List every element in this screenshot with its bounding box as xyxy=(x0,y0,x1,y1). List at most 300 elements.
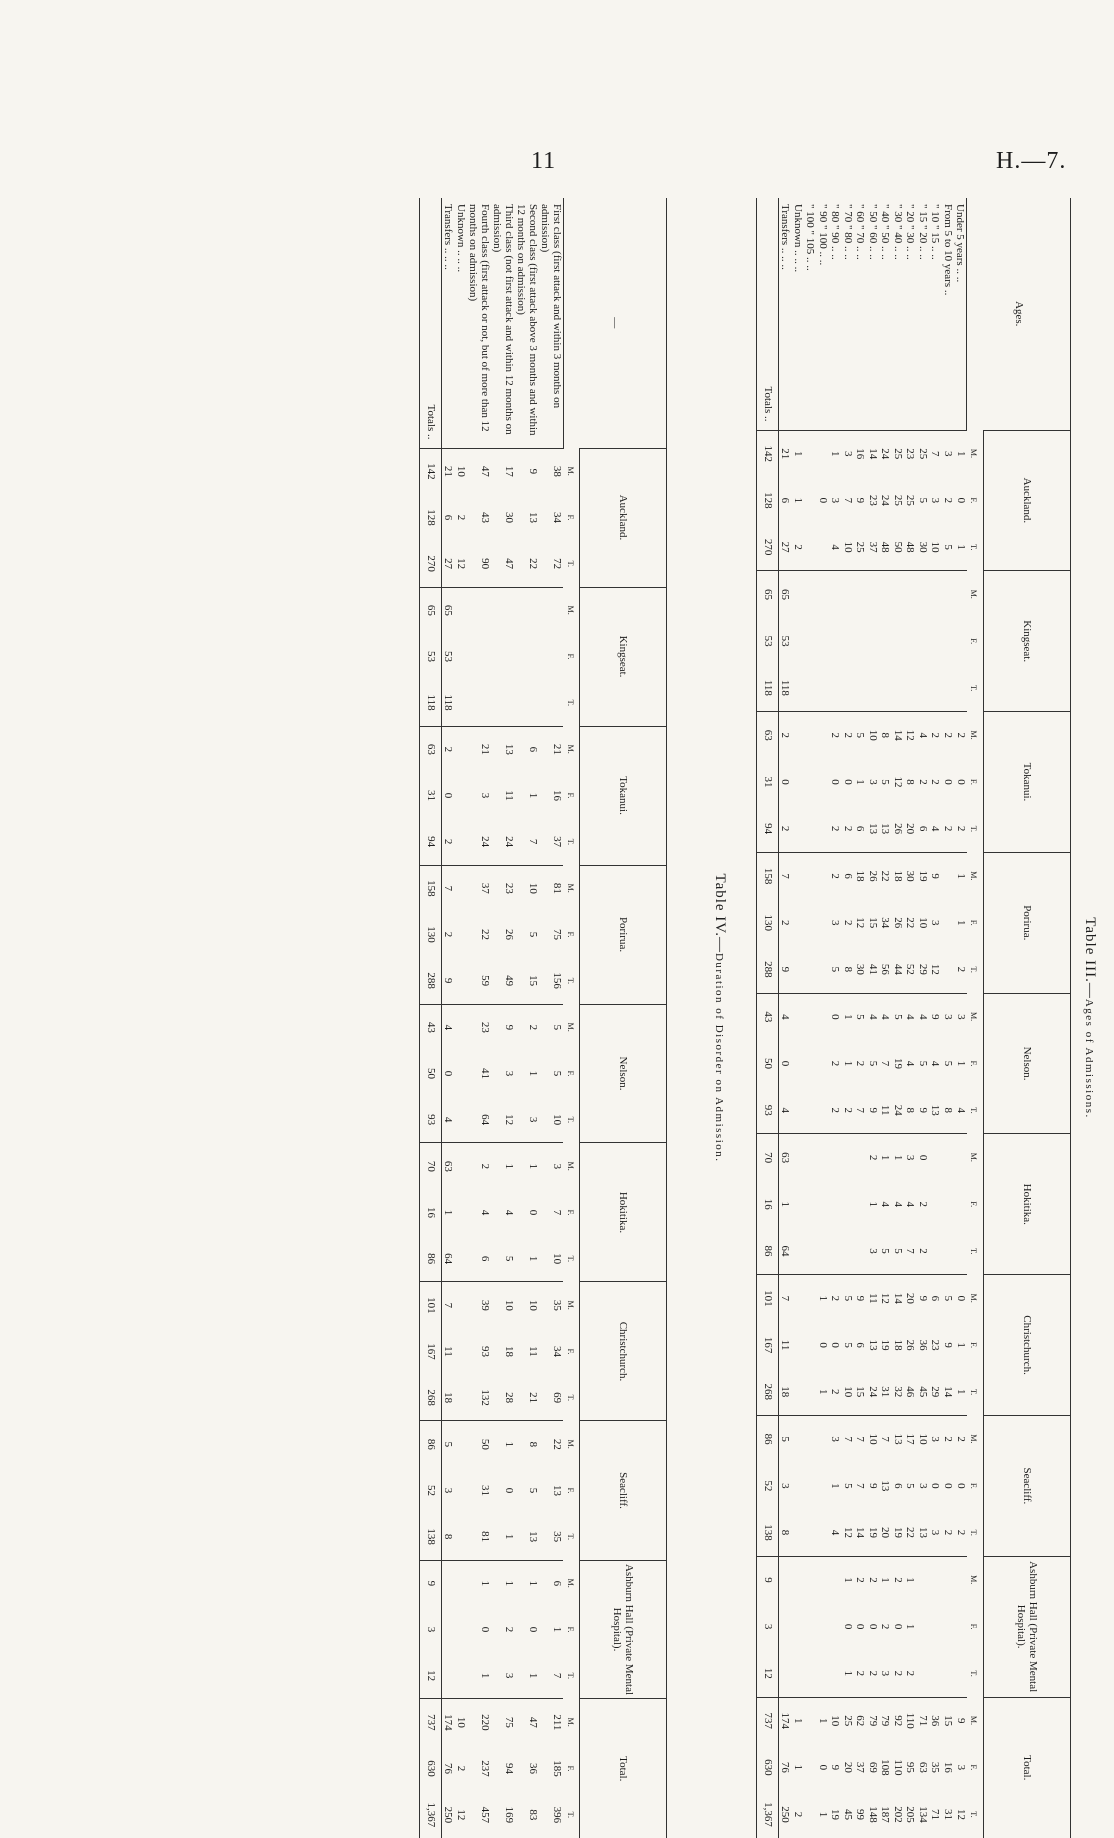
table-cell: 3 xyxy=(503,1672,515,1679)
table-cell: 2 xyxy=(455,514,467,521)
table-cell: 1 xyxy=(792,497,804,504)
column-subheader: F. xyxy=(566,1765,575,1772)
table-cell: 1 xyxy=(954,1060,967,1067)
table-cell: 11 xyxy=(503,790,515,801)
table-iii-title: Table III.—Ages of Admissions. xyxy=(1082,917,1098,1119)
table-cell: 25 xyxy=(917,430,930,477)
table-cell: 46 xyxy=(904,1386,917,1398)
table-cell: 4 xyxy=(929,825,942,832)
column-subheader: F. xyxy=(566,1487,575,1494)
column-subheader: T. xyxy=(969,1811,979,1818)
totals-label: Totals .. xyxy=(757,198,779,430)
table-cell: 0 xyxy=(842,1623,854,1630)
table-cell: 2 xyxy=(942,825,954,832)
table-cell: 64 xyxy=(479,1114,491,1126)
column-subheader: T. xyxy=(566,1811,575,1818)
table-cell: 15 xyxy=(867,917,879,929)
table-cell: 2 xyxy=(929,779,942,785)
table-cell: 5 xyxy=(842,1342,854,1348)
table-cell xyxy=(929,1228,942,1275)
table-cell: 7 xyxy=(904,1248,917,1254)
table-cell xyxy=(817,1509,830,1556)
table-cell: 10 xyxy=(867,1415,880,1462)
table-cell: 9 xyxy=(854,1275,867,1322)
table-cell: 0 xyxy=(854,1623,867,1630)
table-cell xyxy=(954,571,967,618)
column-subheader: M. xyxy=(566,1717,575,1727)
table-cell: 1 xyxy=(879,1556,892,1603)
table-cell: 13 xyxy=(867,823,879,835)
totals-cell: 270 xyxy=(757,524,779,571)
table-cell: 13 xyxy=(491,726,515,772)
table-cell: 12 xyxy=(455,1809,467,1821)
table-cell: 3 xyxy=(842,430,855,477)
table-cell: 118 xyxy=(779,679,792,696)
table-cell: 7 xyxy=(842,1415,855,1462)
table-cell xyxy=(792,1462,805,1509)
table-cell: 0 xyxy=(867,1623,879,1630)
table-cell: 79 xyxy=(879,1697,892,1744)
table-cell: 1 xyxy=(842,1556,855,1603)
column-group-header: Tokanui. xyxy=(984,712,1071,853)
column-subheader: T. xyxy=(969,825,979,833)
table-cell xyxy=(804,1509,817,1556)
table-cell: 2 xyxy=(442,838,455,845)
table-cell: 31 xyxy=(879,1386,892,1398)
table-cell xyxy=(842,571,855,618)
table-cell xyxy=(942,1556,955,1603)
table-cell: 9 xyxy=(515,448,539,494)
table-cell xyxy=(792,665,805,712)
table-cell: 5 xyxy=(842,1275,855,1322)
table-cell xyxy=(804,852,817,899)
table-cell: 2 xyxy=(854,1670,867,1677)
table-cell: 2 xyxy=(829,712,842,759)
table-cell: 23 xyxy=(929,1339,942,1351)
totals-cell: 167 xyxy=(420,1328,442,1374)
table-cell: 30 xyxy=(854,963,867,975)
table-cell: 132 xyxy=(479,1389,491,1406)
table-cell xyxy=(954,1556,967,1603)
column-group-header: Hokitika. xyxy=(580,1143,667,1282)
table-cell: 2 xyxy=(867,1556,880,1603)
table-cell xyxy=(879,571,892,618)
table-cell: 18 xyxy=(442,1392,455,1404)
table-cell: 0 xyxy=(829,779,842,785)
table-cell xyxy=(455,1653,468,1699)
table-cell: 22 xyxy=(527,558,539,570)
table-cell xyxy=(467,633,491,679)
table-cell: 1 xyxy=(817,1811,829,1818)
table-cell: 53 xyxy=(779,635,792,647)
table-cell xyxy=(792,946,805,993)
table-row xyxy=(854,198,867,1838)
table-cell xyxy=(904,665,917,712)
table-cell: 79 xyxy=(867,1697,880,1744)
table-cell: 3 xyxy=(479,792,491,799)
table-cell xyxy=(792,1603,805,1650)
table-cell: 25 xyxy=(892,430,905,477)
table-cell xyxy=(792,1181,805,1228)
table-cell xyxy=(804,1369,817,1416)
table-cell xyxy=(904,571,917,618)
column-group-header: Auckland. xyxy=(984,430,1071,571)
row-label: From 5 to 10 years .. xyxy=(942,204,954,296)
table-cell: 6 xyxy=(779,497,792,504)
table-cell xyxy=(442,1653,455,1699)
table-cell: 13 xyxy=(879,823,892,835)
table-cell: 14 xyxy=(942,1386,954,1398)
table-cell xyxy=(455,1236,468,1282)
table-cell: 48 xyxy=(879,541,892,553)
table-cell: 7 xyxy=(879,1415,892,1462)
table-cell: 1 xyxy=(892,1134,905,1181)
table-cell: 5 xyxy=(442,1421,455,1467)
table-cell: 45 xyxy=(842,1808,854,1820)
table-cell xyxy=(829,1650,842,1697)
table-cell xyxy=(954,1134,967,1181)
table-cell: 81 xyxy=(479,1531,491,1543)
totals-cell: 158 xyxy=(420,865,442,911)
table-cell: 36 xyxy=(917,1339,929,1351)
row-label: Transfers .. .. .. xyxy=(779,204,792,270)
totals-cell: 630 xyxy=(420,1745,442,1791)
table-cell: 64 xyxy=(779,1245,792,1257)
table-cell: 44 xyxy=(892,963,904,975)
table-cell: 32 xyxy=(892,1386,904,1398)
column-subheader: F. xyxy=(566,931,575,938)
row-label: " 20 " 30 .. .. xyxy=(904,204,917,260)
row-label: Third class (not first attack and within 12 months on admission) xyxy=(491,204,515,435)
table-cell: 5 xyxy=(942,544,954,550)
row-label: " 40 " 50 .. .. xyxy=(879,204,892,260)
table-cell: 396 xyxy=(551,1806,564,1824)
totals-cell: 158 xyxy=(757,852,779,899)
column-subheader: T. xyxy=(969,684,979,692)
table-cell xyxy=(804,1650,817,1697)
table-cell: 4 xyxy=(867,993,880,1040)
totals-cell: 268 xyxy=(757,1369,779,1416)
table-cell: 29 xyxy=(917,963,929,975)
table-cell: 202 xyxy=(892,1806,904,1823)
table-cell: 185 xyxy=(551,1760,564,1777)
table-cell: 9 xyxy=(929,852,942,899)
table-row xyxy=(842,198,855,1838)
table-cell: 12 xyxy=(904,712,917,759)
table-cell: 1 xyxy=(467,1560,491,1606)
totals-cell: 43 xyxy=(420,1004,442,1050)
table-cell: 7 xyxy=(854,1107,867,1113)
table-cell xyxy=(842,1181,855,1228)
totals-cell: 142 xyxy=(757,430,779,477)
table-cell xyxy=(817,1181,830,1228)
table-cell: 2 xyxy=(942,1415,955,1462)
table-cell xyxy=(455,587,468,633)
table-cell: 3 xyxy=(829,1415,842,1462)
table-cell: 35 xyxy=(539,1282,564,1328)
table-cell xyxy=(942,618,955,665)
column-subheader: T. xyxy=(969,544,979,551)
table-cell: 0 xyxy=(829,1342,842,1348)
table-cell: 47 xyxy=(467,448,491,494)
table-row xyxy=(804,198,817,1838)
totals-cell: 86 xyxy=(420,1236,442,1282)
table-cell: 3 xyxy=(829,920,842,926)
table-cell: 2 xyxy=(779,920,792,926)
table-cell: 7 xyxy=(442,865,455,911)
table-cell xyxy=(854,618,867,665)
table-cell: 10 xyxy=(842,1386,854,1398)
table-cell: 13 xyxy=(551,1484,564,1496)
column-subheader: M. xyxy=(969,1012,979,1022)
column-subheader: T. xyxy=(566,1116,575,1123)
table-cell: 34 xyxy=(551,1345,564,1357)
table-cell: 6 xyxy=(854,825,867,832)
column-group-header: Total. xyxy=(984,1697,1071,1838)
table-cell xyxy=(804,430,817,477)
table-cell: 4 xyxy=(442,1116,455,1123)
column-subheader: M. xyxy=(566,1022,575,1032)
table-cell: 19 xyxy=(892,1058,904,1070)
table-cell: 0 xyxy=(917,1134,930,1181)
table-cell: 17 xyxy=(491,448,515,494)
table-cell: 0 xyxy=(892,1623,904,1630)
table-cell: 5 xyxy=(917,497,929,504)
table-cell: 7 xyxy=(779,1275,792,1322)
table-cell: 25 xyxy=(842,1697,855,1744)
table-cell: 71 xyxy=(917,1697,930,1744)
totals-cell: 268 xyxy=(420,1375,442,1421)
table-cell: 3 xyxy=(942,993,955,1040)
table-cell xyxy=(929,1556,942,1603)
table-cell: 2 xyxy=(867,1670,879,1677)
table-cell: 8 xyxy=(879,712,892,759)
table-cell xyxy=(804,477,817,524)
table-cell: 52 xyxy=(904,963,917,975)
table-cell: 10 xyxy=(867,712,880,759)
table-cell: 7 xyxy=(854,1483,867,1489)
column-subheader: M. xyxy=(566,466,575,476)
table-row xyxy=(954,198,967,1838)
table-cell: 1 xyxy=(491,1421,515,1467)
table-cell: 2 xyxy=(904,1670,917,1677)
table-cell: 71 xyxy=(929,1808,942,1820)
table-cell xyxy=(455,1189,468,1235)
table-cell xyxy=(817,665,830,712)
table-cell: 3 xyxy=(929,1415,942,1462)
table-cell: 0 xyxy=(954,779,967,785)
table-cell: 0 xyxy=(527,1626,539,1633)
table-cell xyxy=(804,571,817,618)
table-cell: 56 xyxy=(879,963,892,975)
table-cell: 7 xyxy=(854,1415,867,1462)
table-cell: 1 xyxy=(954,852,967,899)
table-cell xyxy=(942,1603,955,1650)
table-cell: 1 xyxy=(954,920,967,926)
table-cell: 13 xyxy=(527,1531,539,1543)
table-cell: 3 xyxy=(904,1134,917,1181)
table-cell: 250 xyxy=(442,1806,455,1824)
column-subheader: F. xyxy=(969,1060,979,1067)
table-cell: 5 xyxy=(854,712,867,759)
table-cell: 148 xyxy=(867,1806,879,1823)
totals-cell: 9 xyxy=(420,1560,442,1606)
table-cell: 2 xyxy=(829,825,842,832)
table-cell xyxy=(515,587,539,633)
table-cell: 1 xyxy=(904,1556,917,1603)
table-cell: 0 xyxy=(829,993,842,1040)
table-cell: 53 xyxy=(442,650,455,662)
table-cell: 5 xyxy=(942,1060,954,1067)
table-cell xyxy=(792,1369,805,1416)
totals-cell: 93 xyxy=(757,1087,779,1134)
table-cell: 2 xyxy=(917,1248,929,1254)
table-cell: 1 xyxy=(817,1275,830,1322)
totals-cell: 138 xyxy=(757,1509,779,1556)
table-cell: 2 xyxy=(779,825,792,832)
table-cell: 2 xyxy=(792,1811,804,1818)
table-cell xyxy=(792,1509,805,1556)
table-cell: 24 xyxy=(879,430,892,477)
table-cell: 35 xyxy=(929,1761,942,1773)
table-cell: 12 xyxy=(854,917,867,929)
table-cell: 8 xyxy=(779,1529,792,1536)
table-cell xyxy=(455,1375,468,1421)
column-group-header: Christchurch. xyxy=(984,1275,1071,1416)
table-cell xyxy=(804,1697,817,1744)
table-cell xyxy=(455,1328,468,1374)
table-cell: 0 xyxy=(954,1275,967,1322)
table-cell xyxy=(455,1514,468,1560)
column-group-header: Seacliff. xyxy=(984,1415,1071,1556)
table-cell: 2 xyxy=(854,1556,867,1603)
totals-cell: 31 xyxy=(420,772,442,818)
table-cell xyxy=(817,1415,830,1462)
table-cell: 4 xyxy=(917,712,930,759)
table-cell xyxy=(929,618,942,665)
table-cell xyxy=(892,618,905,665)
table-cell xyxy=(829,1134,842,1181)
totals-cell: 128 xyxy=(757,477,779,524)
row-label: Unknown .. .. .. xyxy=(455,204,467,273)
table-cell: 1 xyxy=(829,430,842,477)
table-cell: 2 xyxy=(829,1275,842,1322)
table-cell xyxy=(817,1087,830,1134)
table-cell: 1 xyxy=(479,1672,491,1679)
table-cell xyxy=(804,524,817,571)
table-cell: 18 xyxy=(854,852,867,899)
table-cell: 41 xyxy=(479,1067,491,1079)
table-cell: 4 xyxy=(829,1529,842,1536)
table-cell xyxy=(879,618,892,665)
column-subheader: F. xyxy=(969,1482,979,1489)
table-cell: 41 xyxy=(867,963,879,975)
table-cell: 250 xyxy=(779,1806,792,1823)
table-cell xyxy=(829,1181,842,1228)
table-cell: 2 xyxy=(442,726,455,772)
table-cell: 26 xyxy=(892,917,904,929)
table-cell: 43 xyxy=(479,511,491,523)
table-cell: 2 xyxy=(942,497,954,504)
column-subheader: M. xyxy=(566,1161,575,1171)
table-cell xyxy=(854,1181,867,1228)
table-cell: 1 xyxy=(491,1143,515,1189)
table-cell: 25 xyxy=(904,494,917,506)
table-cell xyxy=(842,1228,855,1275)
row-label: " 30 " 40 .. .. xyxy=(892,204,904,260)
page-number: 11 xyxy=(531,148,557,174)
table-row xyxy=(491,198,515,1838)
table-cell: 5 xyxy=(879,779,892,785)
table-cell: 110 xyxy=(904,1697,917,1744)
column-subheader: T. xyxy=(566,1672,575,1679)
table-cell: 0 xyxy=(479,1626,491,1633)
table-cell: 1 xyxy=(954,430,967,477)
table-cell: 22 xyxy=(904,1527,917,1539)
table-cell xyxy=(954,1228,967,1275)
table-cell xyxy=(929,1134,942,1181)
column-group-header: Tokanui. xyxy=(580,726,667,865)
table-cell xyxy=(929,1650,942,1697)
column-subheader: T. xyxy=(566,1255,575,1262)
row-label: Under 5 years .. .. xyxy=(954,204,967,283)
table-cell xyxy=(817,993,830,1040)
rotated-tables-region xyxy=(188,198,1098,1838)
table-cell: 156 xyxy=(551,972,564,989)
table-cell: 0 xyxy=(817,1342,829,1348)
row-label: Unknown .. .. .. xyxy=(792,204,804,273)
table-cell: 9 xyxy=(854,497,867,504)
table-cell xyxy=(455,911,468,957)
totals-cell: 53 xyxy=(420,633,442,679)
table-cell: 237 xyxy=(479,1760,491,1777)
table-cell: 24 xyxy=(879,494,892,506)
table-cell: 5 xyxy=(892,993,905,1040)
table-cell: 2 xyxy=(917,1201,929,1208)
table-cell: 75 xyxy=(491,1699,515,1745)
table-row xyxy=(917,198,930,1838)
table-cell xyxy=(539,633,564,679)
totals-cell: 737 xyxy=(420,1699,442,1745)
totals-cell: 50 xyxy=(420,1050,442,1096)
table-cell: 2 xyxy=(954,966,967,973)
table-cell xyxy=(455,958,468,1004)
column-subheader: M. xyxy=(566,605,575,615)
table-cell: 1 xyxy=(817,1697,830,1744)
table-cell: 4 xyxy=(954,1107,967,1113)
table-cell: 2 xyxy=(867,1134,880,1181)
table-cell: 18 xyxy=(892,1339,904,1351)
row-label: " 60 " 70 .. .. xyxy=(854,204,867,260)
table-cell: 26 xyxy=(503,929,515,940)
table-cell: 8 xyxy=(442,1533,455,1540)
table-cell: 4 xyxy=(779,993,792,1040)
table-cell xyxy=(442,1560,455,1606)
totals-cell: 737 xyxy=(757,1697,779,1744)
table-cell: 63 xyxy=(442,1143,455,1189)
column-subheader: F. xyxy=(566,792,575,799)
table-cell: 93 xyxy=(479,1345,491,1357)
table-cell: 14 xyxy=(867,430,880,477)
table-cell xyxy=(455,633,468,679)
table-cell: 134 xyxy=(917,1806,929,1823)
table-cell: 20 xyxy=(879,1527,892,1539)
table-cell: 25 xyxy=(854,541,867,553)
table-cell: 30 xyxy=(503,511,515,523)
table-cell: 22 xyxy=(879,852,892,899)
table-cell: 29 xyxy=(929,1386,942,1398)
table-cell xyxy=(942,665,955,712)
